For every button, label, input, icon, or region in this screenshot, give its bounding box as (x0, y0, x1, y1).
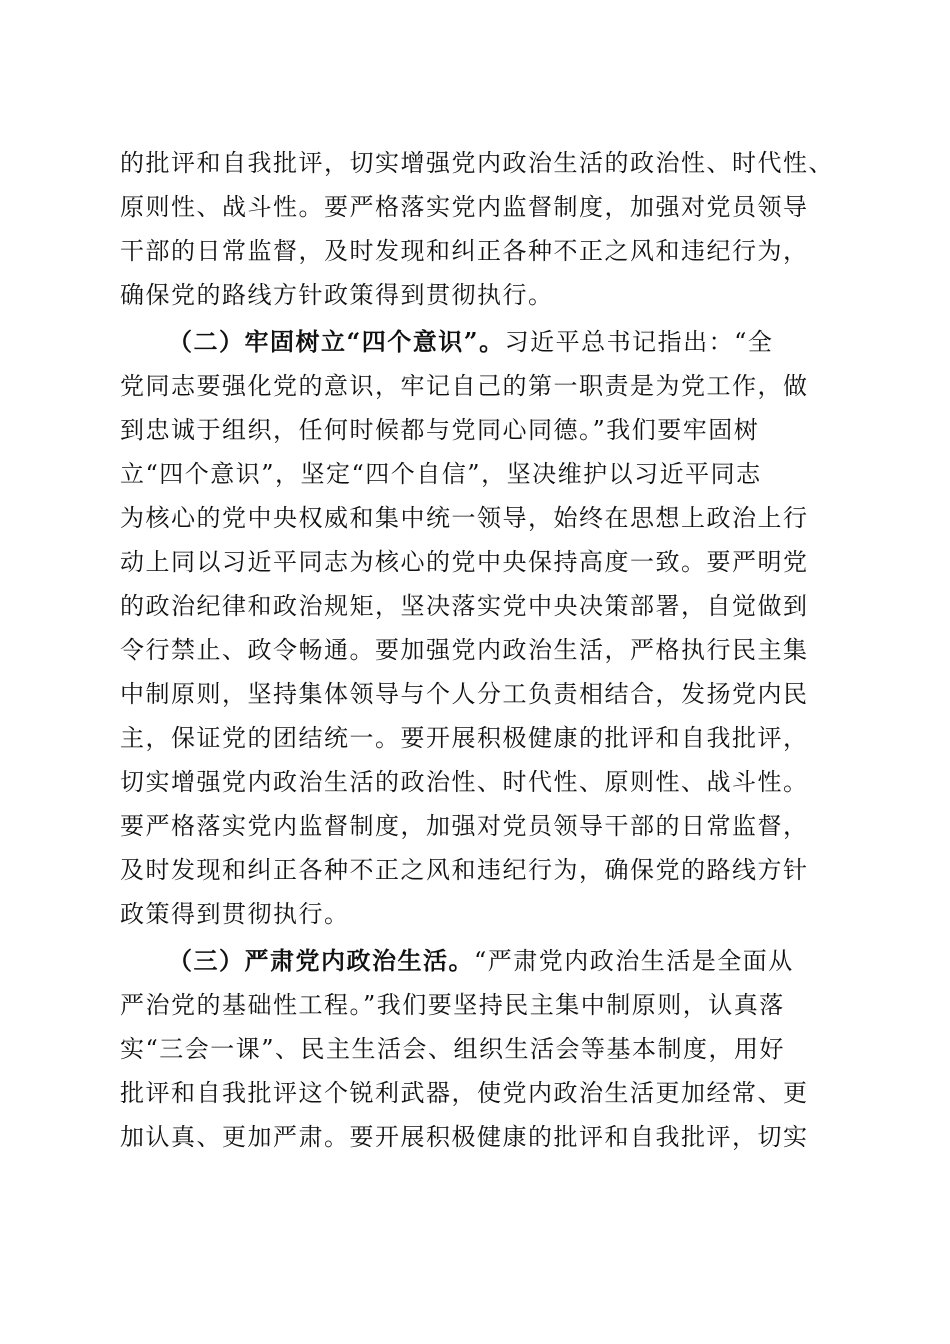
paragraph-line: 严治党的基础性工程。”我们要坚持民主集中制原则，认真落 (120, 991, 785, 1019)
paragraph-line: 确保党的路线方针政策得到贯彻执行。 (120, 281, 554, 309)
paragraph-line: 要严格落实党内监督制度，加强对党员领导干部的日常监督， (120, 812, 809, 840)
paragraph-line: 干部的日常监督，及时发现和纠正各种不正之风和违纪行为， (120, 237, 809, 265)
section-3-first-line (168, 941, 830, 981)
paragraph-line: 原则性、战斗性。要严格落实党内监督制度，加强对党员领导 (120, 193, 809, 221)
paragraph-line: 切实增强党内政治生活的政治性、时代性、原则性、战斗性。 (120, 768, 809, 796)
section-3-first-line-text: “严肃党内政治生活是全面从 (474, 947, 794, 975)
paragraph-line: 中制原则，坚持集体领导与个人分工负责相结合，发扬党内民 (120, 680, 809, 708)
paragraph-line: 的政治纪律和政治规矩，坚决落实党中央决策部署，自觉做到 (120, 592, 809, 620)
section-2-first-line-text: 习近平总书记指出：“全 (504, 328, 774, 356)
paragraph-line: 政策得到贯彻执行。 (120, 900, 350, 928)
paragraph-line: 加认真、更加严肃。要开展积极健康的批评和自我批评，切实 (120, 1123, 809, 1151)
section-2-heading: （二）牢固树立“四个意识”。 (168, 327, 505, 356)
paragraph-line: 主，保证党的团结统一。要开展积极健康的批评和自我批评， (120, 724, 809, 752)
section-2-first-line (168, 322, 830, 362)
paragraph-line: 令行禁止、政令畅通。要加强党内政治生活，严格执行民主集 (120, 636, 809, 664)
paragraph-line: 动上同以习近平同志为核心的党中央保持高度一致。要严明党 (120, 548, 809, 576)
paragraph-line: 到忠诚于组织，任何时候都与党同心同德。”我们要牢固树 (120, 416, 760, 444)
section-3-heading: （三）严肃党内政治生活。 (168, 946, 474, 975)
paragraph-line: 批评和自我批评这个锐利武器，使党内政治生活更加经常、更 (120, 1079, 809, 1107)
paragraph-line: 实“三会一课”、民主生活会、组织生活会等基本制度，用好 (120, 1035, 786, 1063)
paragraph-line: 及时发现和纠正各种不正之风和违纪行为，确保党的路线方针 (120, 856, 809, 884)
paragraph-line: 立“四个意识”，坚定“四个自信”，坚决维护以习近平同志 (120, 460, 762, 488)
paragraph-line: 为核心的党中央权威和集中统一领导，始终在思想上政治上行 (120, 504, 809, 532)
paragraph-line: 党同志要强化党的意识，牢记自己的第一职责是为党工作，做 (120, 372, 809, 400)
paragraph-line: 的批评和自我批评，切实增强党内政治生活的政治性、时代性、 (120, 149, 834, 177)
